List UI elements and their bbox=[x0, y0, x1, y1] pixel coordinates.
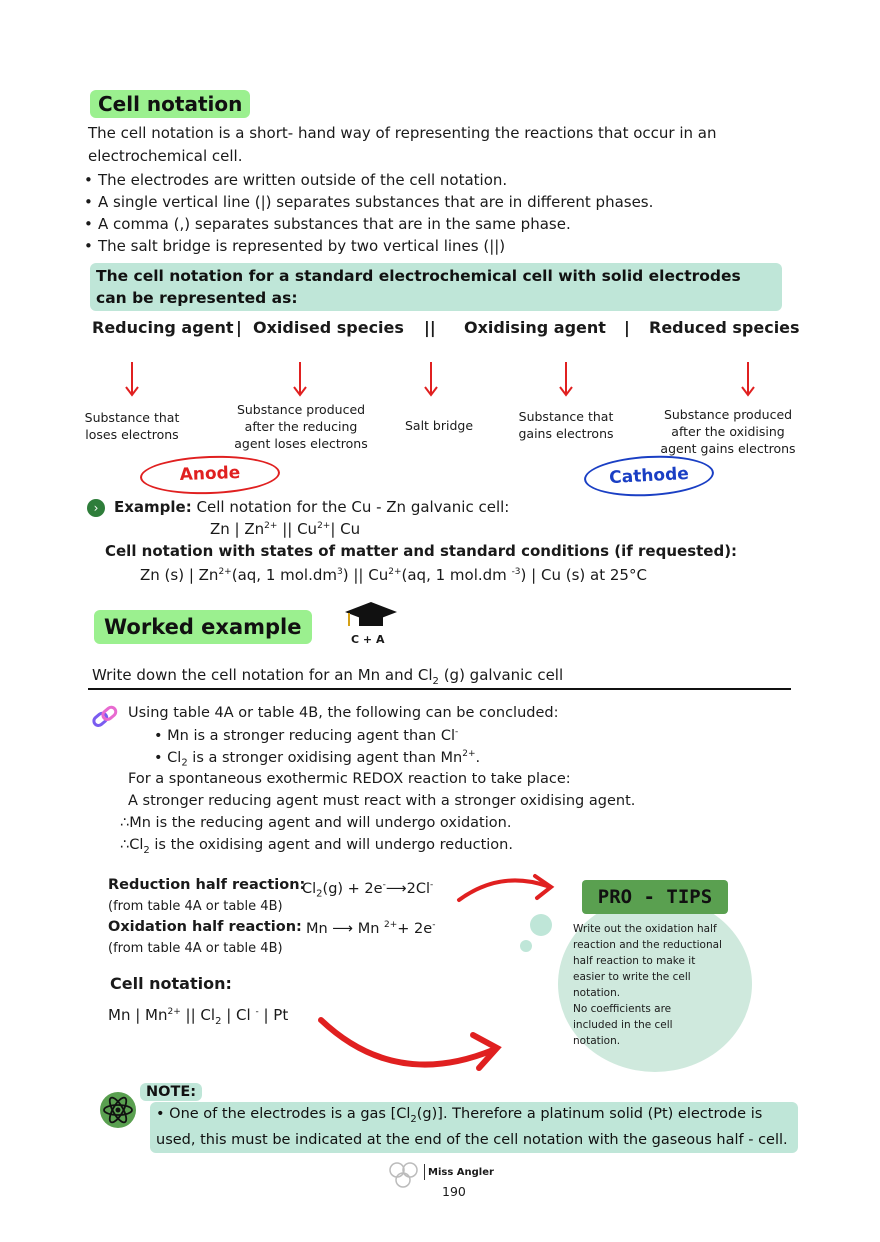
states-notation: Zn (s) | $Zn^{2+}(aq$, 1 $mol.dm^3$) || $Cu^{2+}(aq$, 1 mol.dm $^{-3}$) | Cu (s) at 25°C bbox=[140, 566, 647, 584]
cathode-text: Cathode bbox=[608, 463, 690, 489]
reasoning-line: For a spontaneous exothermic REDOX reaction to take place: bbox=[128, 771, 571, 787]
description-reducing-agent: Substance that loses electrons bbox=[84, 410, 180, 442]
down-arrow-icon bbox=[556, 362, 576, 398]
bullet-item: • A comma (,) separates substances that are in the same phase. bbox=[98, 215, 571, 233]
cell-notation-label: Cell notation: bbox=[110, 974, 232, 993]
header-reducing-agent: Reducing agent bbox=[92, 318, 234, 337]
reasoning-bullet: • Mn is a stronger reducing agent than Cl- bbox=[154, 727, 459, 744]
curved-arrow-icon bbox=[455, 868, 560, 908]
question-end: (g) galvanic cell bbox=[438, 666, 564, 684]
example-text: Cell notation for the Cu - Zn galvanic cell: bbox=[196, 498, 510, 516]
intro-text: The cell notation is a short- hand way of representing the reactions that occur in an electrochemical cell. bbox=[88, 124, 717, 165]
pro-tips-text: Write out the oxidation half reaction and the reductional half reaction to make it easier to write the cell notation. bbox=[573, 923, 722, 999]
note-box: • One of the electrodes is a gas $[Cl_2(g)]$. Therefore a platinum solid (Pt) electrode is used, this must be indicated at the end of the cell notation with the gaseous half - cell. bbox=[150, 1102, 798, 1153]
page-title: Cell notation bbox=[90, 90, 250, 118]
reasoning-line: $\therefore Cl_2$ is the oxidising agent and will undergo reduction. bbox=[120, 837, 513, 856]
example-line bbox=[114, 498, 509, 516]
description-oxidising-agent: Substance that gains electrons bbox=[518, 409, 614, 441]
standard-notation-box: The cell notation for a standard electrochemical cell with solid electrodes can be represented as: bbox=[90, 263, 782, 311]
down-arrow-icon bbox=[290, 362, 310, 398]
separator: | bbox=[236, 318, 242, 337]
down-arrow-icon bbox=[738, 362, 758, 398]
logo-icon bbox=[386, 1160, 422, 1188]
bullet-item: • The electrodes are written outside of the cell notation. bbox=[98, 171, 507, 189]
header-reduced-species: Reduced species bbox=[649, 318, 800, 337]
bubble-decoration bbox=[530, 914, 552, 936]
separator: | bbox=[624, 318, 630, 337]
atom-icon bbox=[98, 1090, 138, 1130]
note-label: NOTE: bbox=[140, 1083, 202, 1101]
note-text: One of the electrodes is a gas [Cl bbox=[169, 1106, 411, 1122]
pro-tips-title: PRO - TIPS bbox=[582, 880, 728, 914]
reasoning-bullet: • $Cl_2$ is a stronger oxidising agent than $Mn^{2+}$. bbox=[154, 749, 481, 769]
logo-text: C + A bbox=[351, 633, 385, 646]
states-heading: Cell notation with states of matter and standard conditions (if requested): bbox=[105, 542, 738, 560]
footer-divider bbox=[424, 1164, 425, 1180]
l5-text: is the oxidising agent and will undergo reduction. bbox=[149, 837, 513, 853]
bullet-item: • The salt bridge is represented by two vertical lines (||) bbox=[98, 237, 505, 255]
b1-text: Mn is a stronger reducing agent than Cl bbox=[167, 727, 455, 744]
divider bbox=[88, 688, 791, 690]
b2-pre: Cl bbox=[167, 749, 182, 766]
oxidation-equation: Mn ⟶ Mn $^{2+}$+ 2e- bbox=[306, 920, 436, 937]
header-oxidising-agent: Oxidising agent bbox=[464, 318, 606, 337]
b2-post: is a stronger oxidising agent than Mn bbox=[187, 749, 463, 766]
description-salt-bridge: Salt bridge bbox=[404, 418, 474, 433]
cell-notation-answer: Mn | $Mn^{2+}$ || $Cl_2$ | Cl - | Pt bbox=[108, 1006, 289, 1027]
note-bullet: • bbox=[156, 1106, 170, 1122]
worked-example-title: Worked example bbox=[94, 610, 312, 644]
curved-arrow-icon bbox=[315, 1010, 505, 1078]
reasoning-line: A stronger reducing agent must react with a stronger oxidising agent. bbox=[128, 793, 636, 809]
reasoning-line: Using table 4A or table 4B, the following can be concluded: bbox=[128, 705, 559, 721]
example-notation: Zn | $Zn^{2+}$ || $Cu^{2+}|$ Cu bbox=[210, 520, 361, 538]
question-part: Write down the cell notation for an Mn and Cl bbox=[92, 666, 433, 684]
down-arrow-icon bbox=[421, 362, 441, 398]
l4-text: Mn is the reducing agent and will undergo oxidation. bbox=[129, 815, 512, 831]
question-sub: 2 bbox=[432, 676, 439, 687]
header-oxidised-species: Oxidised species bbox=[253, 318, 404, 337]
pro-tips-text: No coefficients are included in the cell notation. bbox=[573, 1003, 673, 1047]
description-reduced-species: Substance produced after the oxidising agent gains electrons bbox=[660, 407, 796, 456]
cathode-label bbox=[583, 453, 715, 500]
note-text-end: (g)]. Therefore a platinum solid (Pt) electrode is used, this must be indicated at the end of the cell notation with the gaseous half - cell. bbox=[156, 1106, 788, 1148]
down-arrow-icon bbox=[122, 362, 142, 398]
oxidation-label: Oxidation half reaction: bbox=[108, 919, 302, 935]
chevron-right-icon: › bbox=[87, 499, 105, 517]
question-text bbox=[92, 666, 563, 687]
graduation-cap-icon bbox=[343, 600, 399, 630]
reduction-equation: $Cl_2(g)$ + 2e-⟶2Cl- bbox=[302, 880, 434, 900]
table-ref: (from table 4A or table 4B) bbox=[108, 899, 283, 914]
table-ref: (from table 4A or table 4B) bbox=[108, 941, 283, 956]
page-number: 190 bbox=[442, 1184, 466, 1199]
bubble-decoration bbox=[520, 940, 532, 952]
description-oxidised-species: Substance produced after the reducing agent loses electrons bbox=[234, 402, 368, 451]
separator: || bbox=[424, 318, 436, 337]
bullet-item: • A single vertical line (|) separates substances that are in different phases. bbox=[98, 193, 653, 211]
footer-author: Miss Angler bbox=[428, 1167, 494, 1178]
anode-text: Anode bbox=[179, 462, 241, 486]
link-icon bbox=[90, 703, 120, 733]
reasoning-line: ∴Mn is the reducing agent and will undergo oxidation. bbox=[120, 815, 512, 831]
anode-label bbox=[139, 454, 280, 497]
example-label: Example: bbox=[114, 498, 192, 516]
reduction-label: Reduction half reaction: bbox=[108, 877, 306, 893]
